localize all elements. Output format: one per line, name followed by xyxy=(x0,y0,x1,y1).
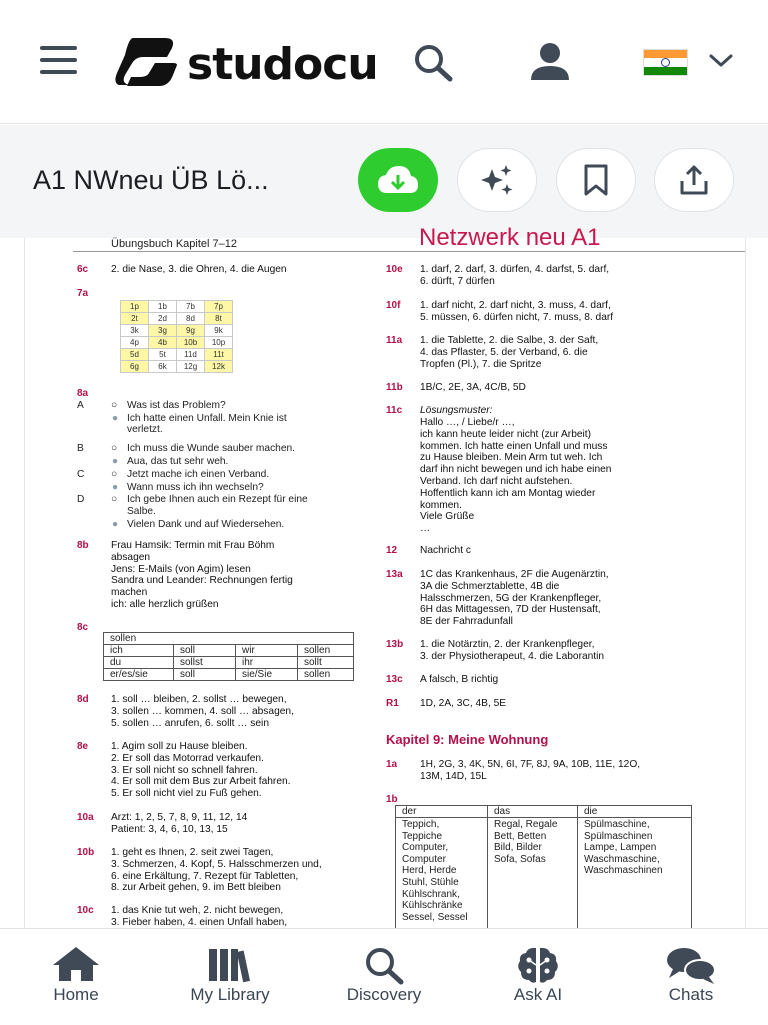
exercise-label: 6c xyxy=(77,264,89,275)
exercise-answer: Hallo …, / Liebe/r …, ich kann heute leider nicht (zur Arbeit) kommen. Ich hatte einen Unfall und muss zu Hause bleiben. Mein Arm tut weh. Ich darf ihn nicht bewegen und ich habe einen Verband. Ich darf nicht aufstehen. Hoffentlich kann ich am Montag wieder kommen. Viele Grüße … xyxy=(420,417,612,535)
dialog-question: Ich muss die Wunde sauber machen. xyxy=(127,443,295,454)
open-bullet-icon: ○ xyxy=(111,494,118,505)
nav-discovery[interactable] xyxy=(329,929,439,1025)
grid-cell: 11d xyxy=(177,349,205,361)
dialog-answer: Wann muss ich ihn wechseln? xyxy=(127,481,264,493)
table-row xyxy=(104,633,354,645)
table-cell: er/es/sie xyxy=(104,669,174,681)
dialog-answer: Aua, das tut sehr weh. xyxy=(127,455,229,467)
grid-cell: 2d xyxy=(149,313,177,325)
grid-cell: 4p xyxy=(121,337,149,349)
open-bullet-icon: ○ xyxy=(111,469,118,480)
exercise-answer: 1. geht es Ihnen, 2. seit zwei Tagen, 3. Schmerzen, 4. Kopf, 5. Halsschmerzen und, 6. eine Erkältung, 7. Rezept für Tabletten, 8. zur Arbeit gehen, 9. im Bett bleiben xyxy=(111,847,322,894)
open-bullet-icon: ○ xyxy=(111,400,118,411)
table-cell: sollt xyxy=(298,657,354,669)
exercise-label: 10f xyxy=(386,300,401,311)
grid-cell: 7b xyxy=(177,301,205,313)
exercise-label: 13c xyxy=(386,674,403,685)
nav-label: Discovery xyxy=(346,985,422,1004)
exercise-label: 10e xyxy=(386,264,403,275)
exercise-answer: 1C das Krankenhaus, 2F die Augenärztin, 3A die Schmerztablette, 4B die Halsschmerzen, 5G der Krankenpfleger, 6H das Mittagessen, 7D der Hustensaft, 8E der Fahrradunfall xyxy=(420,569,609,628)
grid-cell: 11t xyxy=(205,349,233,361)
table-cell: ihr xyxy=(236,657,298,669)
dialog-answer: Vielen Dank und auf Wiedersehen. xyxy=(127,519,285,530)
exercise-answer: 1B/C, 2E, 3A, 4C/B, 5D xyxy=(420,382,526,393)
cloud-download-icon xyxy=(376,163,420,197)
exercise-label: 8d xyxy=(77,694,89,705)
exercise-answer: 1. das Knie tut weh, 2. nicht bewegen, 3. Fieber haben, 4. einen Unfall haben, xyxy=(111,905,288,928)
document-page[interactable] xyxy=(24,224,746,928)
nav-my-library[interactable] xyxy=(175,929,285,1025)
dialog-letter: A xyxy=(77,400,84,411)
user-icon[interactable] xyxy=(528,42,572,82)
sparkles-icon xyxy=(478,163,516,197)
table-cell: Spülmaschine, Spülmaschinen Lampe, Lampen Waschmaschine, Waschmaschinen xyxy=(578,818,692,938)
table-cell: wir xyxy=(236,645,298,657)
dialog-question: Was ist das Problem? xyxy=(127,400,226,411)
table-row xyxy=(104,657,354,669)
grid-cell: 12g xyxy=(177,361,205,373)
table-cell: soll xyxy=(174,645,236,657)
exercise-answer: 1H, 2G, 3, 4K, 5N, 6I, 7F, 8J, 9A, 10B, 11E, 12O, 13M, 14D, 15L xyxy=(420,759,641,782)
grid-cell: 6g xyxy=(121,361,149,373)
exercise-label: R1 xyxy=(386,698,399,709)
exercise-answer: 1. Agim soll zu Hause bleiben. 2. Er soll das Motorrad verkaufen. 3. Er soll nicht so schnell fahren. 4. Er soll mit dem Bus zur Arbeit fahren. 5. Er soll nicht viel zu Fuß gehen. xyxy=(111,741,291,800)
grid-row xyxy=(121,337,233,349)
exercise-label: 10c xyxy=(77,905,94,916)
table-cell: sollen xyxy=(298,645,354,657)
dialog-letter: B xyxy=(77,443,84,454)
dialog-letter: D xyxy=(77,494,85,505)
exercise-label: 12 xyxy=(386,545,398,556)
exercise-label: 8a xyxy=(77,388,89,399)
grid-cell: 12k xyxy=(205,361,233,373)
noun-table-1b xyxy=(395,805,692,938)
exercise-label: 7a xyxy=(77,288,89,299)
dialog-letter: C xyxy=(77,469,85,480)
page-header: Übungsbuch Kapitel 7–12 xyxy=(111,238,237,250)
exercise-label: 8b xyxy=(77,540,89,551)
bookmark-icon xyxy=(582,163,610,197)
grid-cell: 7p xyxy=(205,301,233,313)
table-cell: du xyxy=(104,657,174,669)
nav-ask-ai[interactable] xyxy=(483,929,593,1025)
grid-cell: 8d xyxy=(177,313,205,325)
conjugation-table-8c xyxy=(103,632,354,681)
ai-button[interactable] xyxy=(457,148,537,212)
exercise-answer: 2. die Nase, 3. die Ohren, 4. die Augen xyxy=(111,264,287,275)
exercise-label: 11b xyxy=(386,382,403,393)
exercise-label: 1a xyxy=(386,759,398,770)
grid-row xyxy=(121,361,233,373)
search-icon[interactable] xyxy=(410,42,456,82)
brand-name: studocu xyxy=(187,39,378,90)
grid-cell: 3k xyxy=(121,325,149,337)
table-cell: sie/Sie xyxy=(236,669,298,681)
table-cell: soll xyxy=(174,669,236,681)
nav-label: Ask AI xyxy=(513,985,563,1004)
table-header-cell: die xyxy=(578,806,692,818)
document-title[interactable]: A1 NWneu ÜB Lö... xyxy=(33,165,269,195)
dialog-question: Ich gebe Ihnen auch ein Rezept für eine Salbe. xyxy=(127,494,308,517)
filled-bullet-icon: ● xyxy=(112,519,119,530)
hamburger-menu-icon[interactable] xyxy=(40,46,77,74)
nav-home[interactable] xyxy=(21,929,131,1025)
chapter-heading: Kapitel 9: Meine Wohnung xyxy=(386,732,549,747)
exercise-answer: 1. darf, 2. darf, 3. dürfen, 4. darfst, 5. darf, 6. dürft, 7 dürfen xyxy=(420,264,610,287)
bookmark-button[interactable] xyxy=(556,148,636,212)
brain-icon xyxy=(516,945,560,985)
table-cell: sollen xyxy=(298,669,354,681)
exercise-answer: Frau Hamsik: Termin mit Frau Böhm absagen Jens: E-Mails (von Agim) lesen Sandra und Leander: Rechnungen fertig machen ich: alle herzlich grüßen xyxy=(111,540,293,610)
grid-cell: 9g xyxy=(177,325,205,337)
grid-cell: 5t xyxy=(149,349,177,361)
home-icon xyxy=(51,945,101,983)
grid-cell: 4b xyxy=(149,337,177,349)
table-cell: Teppich, Teppiche Computer, Computer Herd, Herde Stuhl, Stühle Kühlschrank, Kühlschränke Sessel, Sessel xyxy=(396,818,488,938)
exercise-label: 8c xyxy=(77,622,89,633)
chevron-down-icon[interactable] xyxy=(707,52,735,70)
grid-cell: 5d xyxy=(121,349,149,361)
table-row xyxy=(104,669,354,681)
grid-row xyxy=(121,325,233,337)
table-row xyxy=(104,645,354,657)
exercise-answer: 1. die Notärztin, 2. der Krankenpfleger, 3. der Physiotherapeut, 4. die Laborantin xyxy=(420,639,605,662)
header-rule xyxy=(73,251,745,252)
nav-chats[interactable] xyxy=(636,929,746,1025)
discovery-search-icon xyxy=(361,945,407,985)
solution-pattern-title: Lösungsmuster: xyxy=(420,405,493,416)
studocu-logo-mark-icon xyxy=(115,37,177,87)
exercise-label: 13a xyxy=(386,569,403,580)
exercise-answer: Nachricht c xyxy=(420,545,471,556)
exercise-answer: Arzt: 1, 2, 5, 7, 8, 9, 11, 12, 14 Patient: 3, 4, 6, 10, 13, 15 xyxy=(111,812,248,835)
india-flag[interactable] xyxy=(643,49,688,76)
grid-cell: 1p xyxy=(121,301,149,313)
exercise-answer: 1. die Tablette, 2. die Salbe, 3. der Saft, 4. das Pflaster, 5. der Verband, 6. die Tropfen (Pl.), 7. die Spritze xyxy=(420,335,599,370)
exercise-label: 11a xyxy=(386,335,403,346)
exercise-label: 10a xyxy=(77,812,94,823)
grid-7a xyxy=(120,300,233,373)
table-cell: Regal, Regale Bett, Betten Bild, Bilder Sofa, Sofas xyxy=(488,818,578,938)
filled-bullet-icon: ● xyxy=(112,412,119,424)
grid-cell: 10b xyxy=(177,337,205,349)
grid-row xyxy=(121,313,233,325)
nav-label: My Library xyxy=(190,985,270,1004)
share-icon xyxy=(677,163,711,197)
chats-icon xyxy=(665,945,717,985)
nav-label: Chats xyxy=(668,985,714,1004)
grid-cell: 9k xyxy=(205,325,233,337)
open-bullet-icon: ○ xyxy=(111,443,118,454)
table-header-cell: der xyxy=(396,806,488,818)
download-button[interactable] xyxy=(358,148,438,212)
table-cell: ich xyxy=(104,645,174,657)
exercise-label: 13b xyxy=(386,639,404,650)
exercise-label: 10b xyxy=(77,847,95,858)
exercise-label: 1b xyxy=(386,794,398,805)
page-watermark: Netzwerk neu A1 xyxy=(419,224,601,251)
table-head-cell: sollen xyxy=(104,633,354,645)
studocu-logo[interactable] xyxy=(115,37,378,90)
grid-row xyxy=(121,301,233,313)
grid-cell: 3g xyxy=(149,325,177,337)
filled-bullet-icon: ● xyxy=(112,455,119,467)
grid-row xyxy=(121,349,233,361)
filled-bullet-icon: ● xyxy=(112,481,119,493)
exercise-label: 11c xyxy=(386,405,403,416)
bottom-navigation xyxy=(0,928,768,1024)
exercise-answer: 1. darf nicht, 2. darf nicht, 3. muss, 4. darf, 5. müssen, 6. dürfen nicht, 7. muss, 8. darf xyxy=(420,300,614,323)
exercise-answer: 1. soll … bleiben, 2. sollst … bewegen, 3. sollen … kommen, 4. soll … absagen, 5. sollen … anrufen, 6. sollt … sein xyxy=(111,694,294,729)
share-button[interactable] xyxy=(654,148,734,212)
grid-cell: 6k xyxy=(149,361,177,373)
grid-cell: 1b xyxy=(149,301,177,313)
dialog-question: Jetzt mache ich einen Verband. xyxy=(127,469,270,480)
library-icon xyxy=(207,945,253,983)
exercise-answer: 1D, 2A, 3C, 4B, 5E xyxy=(420,698,507,709)
table-header-cell: das xyxy=(488,806,578,818)
grid-cell: 2t xyxy=(121,313,149,325)
grid-cell: 10p xyxy=(205,337,233,349)
nav-label: Home xyxy=(53,985,99,1004)
exercise-label: 8e xyxy=(77,741,89,752)
top-header xyxy=(0,0,768,124)
exercise-answer: A falsch, B richtig xyxy=(420,674,499,685)
grid-cell: 8t xyxy=(205,313,233,325)
dialog-answer: Ich hatte einen Unfall. Mein Knie ist verletzt. xyxy=(127,412,287,436)
table-cell: sollst xyxy=(174,657,236,669)
